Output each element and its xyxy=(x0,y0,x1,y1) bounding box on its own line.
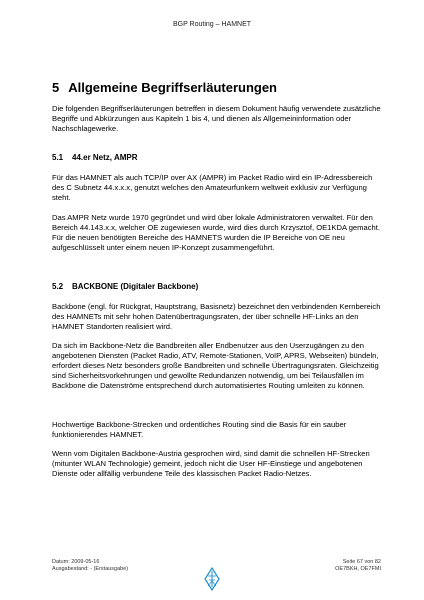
footer-authors: OE7BKH, OE7FMI xyxy=(335,566,381,572)
section-5-2-paragraph-3: Hochwertige Backbone-Strecken und ordentliches Routing sind die Basis für ein sauber funktionierendes HAMNET. xyxy=(52,420,347,439)
footer-date: Datum: 2009-05-16 xyxy=(52,559,100,565)
chapter-title xyxy=(52,80,277,95)
footer-left xyxy=(52,559,128,573)
footer-page-number: Seite 67 von 82 xyxy=(342,559,381,565)
chapter-title-text: Allgemeine Begriffserläuterungen xyxy=(68,80,278,95)
footer-right xyxy=(300,559,381,573)
section-number: 5.1 xyxy=(52,153,64,162)
section-heading-5-1 xyxy=(52,153,138,162)
chapter-number: 5 xyxy=(52,80,60,95)
chapter-intro: Die folgenden Begriffserläuterungen betreffen in diesem Dokument häufig verwendete zusätzliche Begriffe und Abkürzungen aus Kapiteln 1 bis 4, und dienen als Allgemeininformation oder Nachschlagewerke. xyxy=(52,104,381,133)
page-header: BGP Routing – HAMNET xyxy=(172,21,252,28)
section-title-text: BACKBONE (Digitaler Backbone) xyxy=(72,282,199,291)
section-5-1-paragraph-2: Das AMPR Netz wurde 1970 gegründet und wird über lokale Administratoren verwaltet. Für den Bereich 44.143.x.x, welcher OE zugewiesen wurde, wird dies durch Krzysztof, OE1KDA gemacht. Für die neuen benötigten Bereiche des HAMNETS wurden die IP Bereiche von OE neu aufgeschlüsselt unter einem neuen IP-Konzept zusammengeführt. xyxy=(52,213,380,252)
amateur-radio-logo-icon xyxy=(204,567,220,591)
section-heading-5-2 xyxy=(52,282,198,291)
section-5-2-paragraph-2: Da sich im Backbone-Netz die Bandbreiten aller Endbenutzer aus den Userzugängen zu den angebotenen Diensten (Packet Radio, ATV, Remote-Stationen, VoIP, APRS, Webseiten) bündeln, erfordert dieses Netz besonders große Bandbreiten und schnelle Übertragungsraten. Gleichzeitig sind Sicherheitsvorkehrungen und gewollte Redundanzen notwendig, um bei Teilausfällen im Backbone die Datenströme entsprechend durch automatisiertes Routing umleiten zu können. xyxy=(52,341,379,390)
section-title-text: 44.er Netz, AMPR xyxy=(72,153,138,162)
section-5-1-paragraph-1: Für das HAMNET als auch TCP/IP over AX (AMPR) im Packet Radio wird ein IP-Adressbereich des C Subnetz 44.x.x.x, genutzt welches den Amateurfunkern weltweit exklusiv zur Verfügung steht. xyxy=(52,173,373,202)
footer-edition: Ausgabestand: - (Erstausgabe) xyxy=(52,566,129,572)
section-5-2-paragraph-1: Backbone (engl. für Rückgrat, Hauptstrang, Basisnetz) bezeichnet den verbindenden Kernbereich des HAMNETs mit sehr hohen Datenübertragungsraten, der über schnelle HF-Links an den HAMNET Standorten realisiert wird. xyxy=(52,302,381,331)
section-5-2-paragraph-4: Wenn vom Digitalen Backbone-Austria gesprochen wird, sind damit die schnellen HF-Strecken (mitunter WLAN Technologie) gemeint, jedoch nicht die User HF-Einstiege und angebotenen Dienste oder allfällig verbundene Teile des klassischen Packet Radio-Netzes. xyxy=(52,449,370,478)
section-number: 5.2 xyxy=(52,282,64,291)
